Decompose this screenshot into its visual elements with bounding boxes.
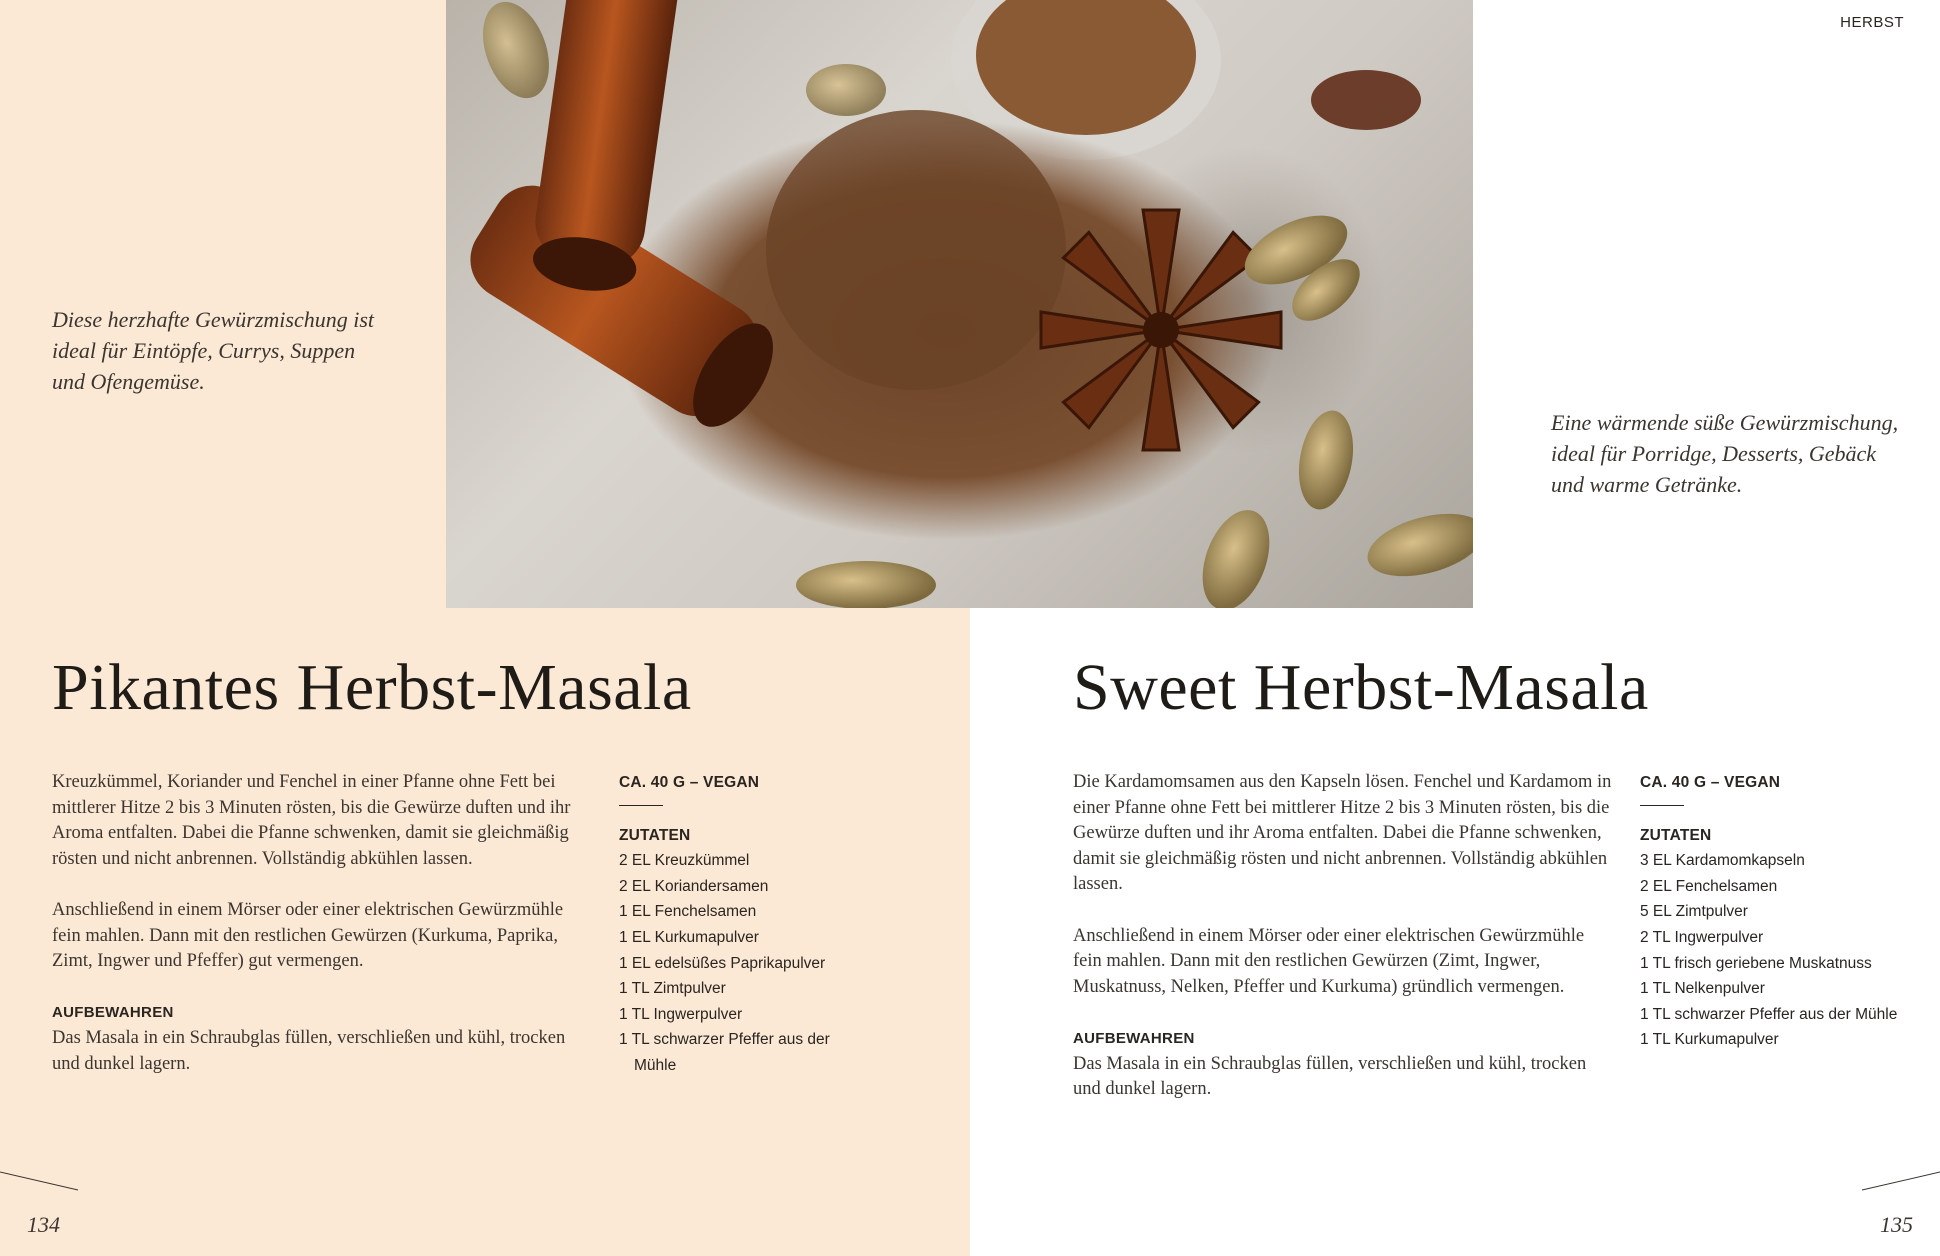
- yield-label: CA. 40 G – VEGAN: [1640, 774, 1781, 791]
- spice-photo: [446, 0, 1473, 608]
- section-label: HERBST: [1840, 14, 1904, 31]
- ingredients-heading: ZUTATEN: [1640, 826, 1712, 844]
- ingredients-heading: ZUTATEN: [619, 826, 691, 844]
- intro-right: Eine wärmende süße Gewürzmischung, ideal für Porridge, Desserts, Gebäck und warme Getränke.: [1551, 410, 1899, 497]
- ingredient-item: 1 TL Kurkumapulver: [1640, 1031, 1779, 1049]
- page-number-left: 134: [27, 1212, 60, 1237]
- spice-photo-illustration: [446, 0, 1473, 608]
- ingredient-item: 3 EL Kardamomkapseln: [1640, 852, 1805, 870]
- intro-left: Diese herzhafte Gewürzmischung ist ideal für Eintöpfe, Currys, Suppen und Ofengemüse.: [52, 307, 375, 394]
- ingredient-item: 2 EL Kreuzkümmel: [619, 852, 750, 870]
- ingredients-list: [1640, 848, 1900, 1053]
- corner-line-left: [0, 1168, 80, 1192]
- corner-line-right: [1860, 1168, 1940, 1192]
- recipe-title-right: Sweet Herbst-Masala: [1073, 651, 1649, 724]
- storage-heading: AUFBEWAHREN: [1073, 1029, 1195, 1047]
- instruction-paragraph: Kreuzkümmel, Koriander und Fenchel in einer Pfanne ohne Fett bei mittlerer Hitze 2 bis 3 Minuten rösten, bis die Gewürze duften und ihr Aroma entfalten. Dabei die Pfanne schwenken, damit sie gleichmäßig rösten und nicht anbrennen. Vollständig abkühlen lassen.: [52, 772, 571, 869]
- ingredient-item: 1 TL Ingwerpulver: [619, 1005, 743, 1023]
- ingredient-item: 1 TL schwarzer Pfeffer aus der Mühle: [1640, 1005, 1898, 1023]
- divider: [1640, 805, 1684, 806]
- ingredient-item: 2 EL Koriandersamen: [619, 877, 769, 895]
- page-number-right: 135: [1880, 1212, 1913, 1237]
- ingredient-item: 1 TL schwarzer Pfeffer aus der Mühle: [619, 1031, 830, 1074]
- ingredient-item: 1 EL edelsüßes Paprikapulver: [619, 954, 826, 972]
- ingredient-item: 1 TL frisch geriebene Muskatnuss: [1640, 954, 1872, 972]
- storage-text: Das Masala in ein Schraubglas füllen, verschließen und kühl, trocken und dunkel lagern.: [1073, 1053, 1587, 1100]
- ingredient-item: 2 TL Ingwerpulver: [1640, 928, 1764, 946]
- ingredients-panel-right: [1640, 770, 1900, 1053]
- divider: [619, 805, 663, 806]
- storage-text: Das Masala in ein Schraubglas füllen, verschließen und kühl, trocken und dunkel lagern.: [52, 1027, 566, 1074]
- instruction-paragraph: Anschließend in einem Mörser oder einer elektrischen Gewürzmühle fein mahlen. Dann mit den restlichen Gewürzen (Zimt, Ingwer, Muskatnuss, Nelken, Pfeffer und Kurkuma) gründlich vermengen.: [1073, 925, 1585, 997]
- ingredient-item: 1 TL Zimtpulver: [619, 980, 726, 998]
- recipe-title-left: Pikantes Herbst-Masala: [52, 651, 692, 724]
- storage-heading: AUFBEWAHREN: [52, 1004, 174, 1022]
- ingredient-item: 5 EL Zimtpulver: [1640, 903, 1748, 921]
- instruction-paragraph: Die Kardamomsamen aus den Kapseln lösen. Fenchel und Kardamom in einer Pfanne ohne Fett bei mittlerer Hitze 2 bis 3 Minuten rösten, bis die Gewürze duften und ihr Aroma entfalten. Dabei die Pfanne schwenken, damit sie gleichmäßig rösten und nicht anbrennen. Vollständig abkühlen lassen.: [1073, 772, 1612, 895]
- ingredient-item: 1 EL Fenchelsamen: [619, 903, 757, 921]
- instruction-paragraph: Anschließend in einem Mörser oder einer elektrischen Gewürzmühle fein mahlen. Dann mit den restlichen Gewürzen (Kurkuma, Paprika, Zimt, Ingwer und Pfeffer) gut vermengen.: [52, 899, 564, 972]
- ingredient-item: 1 TL Nelkenpulver: [1640, 980, 1765, 998]
- ingredients-panel-left: [619, 770, 859, 1079]
- ingredient-item: 2 EL Fenchelsamen: [1640, 877, 1778, 895]
- ingredients-list: [619, 848, 859, 1078]
- instructions-left: [52, 770, 592, 1103]
- yield-label: CA. 40 G – VEGAN: [619, 774, 760, 791]
- instructions-right: [1073, 770, 1613, 1128]
- ingredient-item: 1 EL Kurkumapulver: [619, 928, 759, 946]
